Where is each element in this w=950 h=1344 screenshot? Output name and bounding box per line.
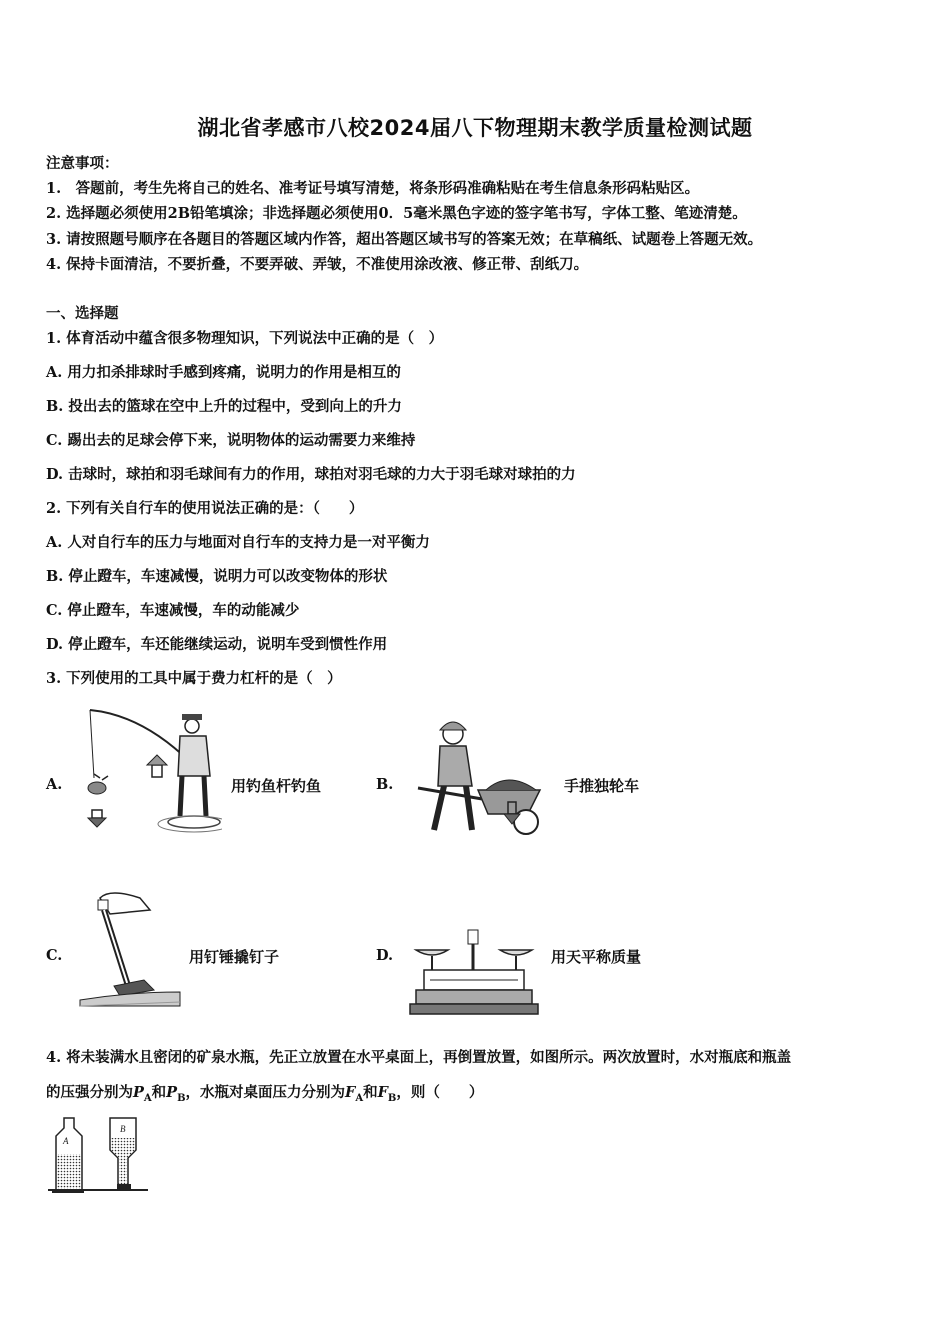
q2-stem: 2. 下列有关自行车的使用说法正确的是：（ ） bbox=[46, 500, 364, 517]
q4-text-b: ，水瓶对桌面压力分别为 bbox=[185, 1084, 346, 1101]
q3-stem: 3. 下列使用的工具中属于费力杠杆的是（ ） bbox=[46, 670, 342, 687]
bottles-illustration bbox=[48, 1116, 148, 1198]
section-heading: 一、选择题 bbox=[46, 305, 119, 322]
q1-option-b: B. 投出去的篮球在空中上升的过程中，受到向上的升力 bbox=[46, 398, 402, 415]
q1-option-a: A. 用力扣杀排球时手感到疼痛，说明力的作用是相互的 bbox=[46, 364, 401, 381]
page-title: 湖北省孝感市八校2024届八下物理期末教学质量检测试题 bbox=[197, 116, 753, 140]
q4-text-a: 的压强分别为 bbox=[46, 1084, 133, 1101]
q1-option-d: D. 击球时，球拍和羽毛球间有力的作用，球拍对羽毛球的力大于羽毛球对球拍的力 bbox=[46, 466, 576, 483]
q3-option-c-label: C. bbox=[46, 947, 63, 964]
q1-option-c: C. 踢出去的足球会停下来，说明物体的运动需要力来维持 bbox=[46, 432, 416, 449]
q3-option-d-caption: 用天平称质量 bbox=[551, 948, 642, 966]
q1-stem: 1. 体育活动中蕴含很多物理知识，下列说法中正确的是（ ） bbox=[46, 330, 444, 347]
q4-text-c: ，则（ ） bbox=[396, 1084, 484, 1101]
q4-sub-a: A bbox=[143, 1092, 152, 1104]
q4-fsub-b: B bbox=[387, 1092, 397, 1104]
wheelbarrow-illustration bbox=[408, 712, 566, 840]
q4-fsub-a: A bbox=[355, 1092, 364, 1104]
q4-and-2: 和 bbox=[363, 1084, 378, 1101]
q3-option-b-label: B. bbox=[376, 776, 394, 793]
bottle-b-label: B bbox=[120, 1124, 126, 1134]
q4-symbol-pa: P bbox=[133, 1084, 144, 1101]
q4-symbol-fa: F bbox=[345, 1084, 356, 1101]
notice-item-2: 2. 选择题必须使用2B铅笔填涂；非选择题必须使用0．5毫米黑色字迹的签字笔书写，字体工整、笔迹清楚。 bbox=[46, 205, 747, 222]
q3-option-a-caption: 用钓鱼杆钓鱼 bbox=[231, 777, 322, 795]
notice-item-3: 3. 请按照题号顺序在各题目的答题区域内作答，超出答题区域书写的答案无效；在草稿纸、试题卷上答题无效。 bbox=[46, 231, 763, 248]
q4-stem-line-2 bbox=[46, 1081, 483, 1104]
q4-symbol-fb: F bbox=[377, 1084, 388, 1101]
q3-option-b-caption: 手推独轮车 bbox=[564, 777, 640, 795]
q2-option-c: C. 停止蹬车，车速减慢，车的动能减少 bbox=[46, 602, 300, 619]
q4-stem-line-1: 4. 将未装满水且密闭的矿泉水瓶，先正立放置在水平桌面上，再倒置放置，如图所示。两次放置时，水对瓶底和瓶盖 bbox=[46, 1049, 792, 1066]
notice-item-1: 1. 答题前，考生先将自己的姓名、准考证号填写清楚，将条形码准确粘贴在考生信息条形码粘贴区。 bbox=[46, 180, 700, 197]
bottle-a-label: A bbox=[63, 1136, 69, 1146]
fishing-illustration bbox=[72, 700, 222, 835]
hammer-illustration bbox=[78, 886, 186, 1020]
q3-option-c-caption: 用钉锤撬钉子 bbox=[189, 948, 280, 966]
q3-option-d-label: D. bbox=[376, 947, 394, 964]
q2-option-d: D. 停止蹬车，车还能继续运动，说明车受到惯性作用 bbox=[46, 636, 388, 653]
q4-symbol-pb: P bbox=[166, 1084, 178, 1101]
q4-sub-b: B bbox=[177, 1092, 186, 1104]
q2-option-a: A. 人对自行车的压力与地面对自行车的支持力是一对平衡力 bbox=[46, 534, 430, 551]
q2-option-b: B. 停止蹬车，车速减慢，说明力可以改变物体的形状 bbox=[46, 568, 388, 585]
q3-option-a-label: A. bbox=[46, 776, 63, 793]
notice-heading: 注意事项： bbox=[46, 155, 119, 172]
q4-and-1: 和 bbox=[151, 1084, 167, 1101]
notice-item-4: 4. 保持卡面清洁，不要折叠，不要弄破、弄皱，不准使用涂改液、修正带、刮纸刀。 bbox=[46, 256, 589, 273]
balance-scale-illustration bbox=[408, 926, 550, 1020]
